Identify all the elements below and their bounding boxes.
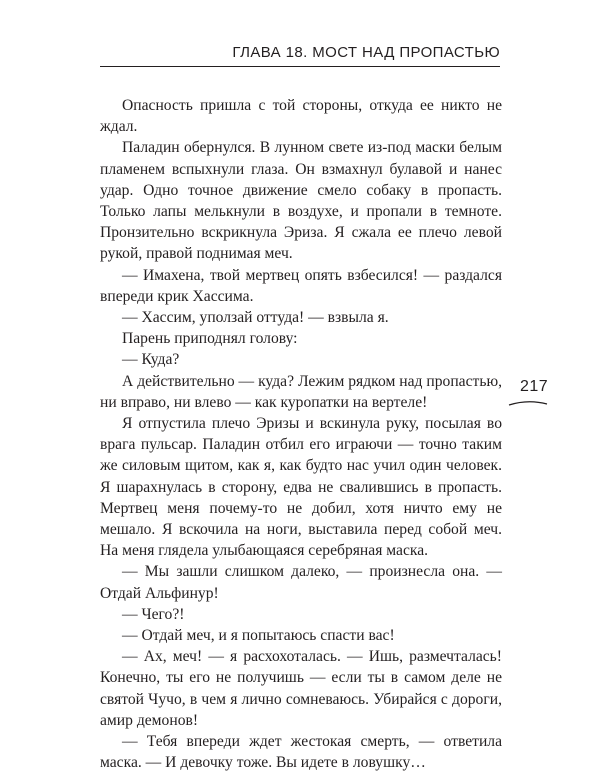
paragraph: — Ах, меч! — я расхохоталась. — Ишь, размечталась! Конечно, ты его не получишь — если ты в самом деле не святой Чучо, в чем я лично сомневаюсь. Убирайся с дороги, амир демонов!	[100, 648, 502, 729]
paragraph: — Имахена, твой мертвец опять взбесился! — раздался впереди крик Хассима.	[100, 266, 502, 305]
page-number: 217	[520, 378, 549, 395]
header-rule	[100, 66, 500, 67]
paragraph: — Чего?!	[122, 605, 185, 623]
paragraph: А действительно — куда? Лежим рядком над пропастью, ни вправо, ни влево — как куропатки на вертеле!	[100, 372, 502, 411]
paragraph: — Куда?	[122, 351, 180, 369]
paragraph: Опасность пришла с той стороны, откуда ее никто не ждал.	[100, 97, 502, 136]
page-number-swash	[508, 399, 548, 407]
paragraph: — Отдай меч, и я попытаюсь спасти вас!	[122, 627, 395, 645]
page-body	[100, 95, 502, 774]
paragraph: — Мы зашли слишком далеко, — произнесла она. — Отдай Альфинур!	[100, 563, 502, 602]
paragraph: — Тебя впереди ждет жестокая смерть, — ответила маска. — И девочку тоже. Вы идете в ловушку…	[100, 733, 502, 772]
paragraph: Парень приподнял голову:	[122, 330, 298, 348]
paragraph: Я отпустила плечо Эризы и вскинула руку, посылая во врага пульсар. Паладин отбил его играючи — точно таким же силовым щитом, как я, как будто нас учил один человек. Я шарахнулась в сторону, едва не свалившись в пропасть. Мертвец меня почему-то не добил, хотя ничто ему не мешало. Я вскочила на ноги, выставила перед собой меч. На меня глядела улыбающаяся серебряная маска.	[100, 415, 502, 560]
running-head-chapter-title: ГЛАВА 18. МОСТ НАД ПРОПАСТЬЮ	[232, 44, 500, 61]
paragraph: Паладин обернулся. В лунном свете из-под маски белым пламенем вспыхнули глаза. Он взмахнул булавой и нанес удар. Одно точное движение смело собаку в пропасть. Только лапы мелькнули в воздухе, и пропали в темноте. Пронзительно вскрикнула Эриза. Я сжала ее плечо левой рукой, правой поднимая меч.	[100, 139, 502, 263]
paragraph: — Хассим, уползай оттуда! — взвыла я.	[122, 309, 389, 327]
